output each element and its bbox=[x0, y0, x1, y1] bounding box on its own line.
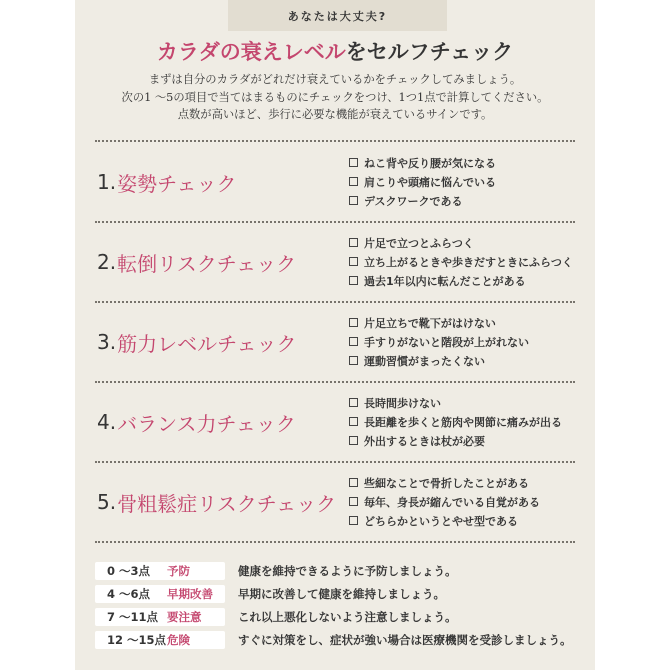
checkbox[interactable] bbox=[349, 158, 358, 167]
intro-line: 次の1 ～5の項目で当てはまるものにチェックをつけ、1つ1点で計算してください。 bbox=[121, 90, 549, 104]
score-level: 予防 bbox=[167, 564, 190, 578]
check-item-label: どちらかというとやせ型である bbox=[364, 514, 518, 528]
check-item bbox=[349, 492, 540, 511]
score-advice: これ以上悪化しないよう注意しましょう。 bbox=[238, 610, 457, 624]
section-number: 2. bbox=[97, 250, 117, 274]
check-item-label: 毎年、身長が縮んでいる自覚がある bbox=[364, 495, 540, 509]
check-section-fall-risk bbox=[75, 222, 595, 302]
check-item bbox=[349, 233, 573, 252]
checkbox[interactable] bbox=[349, 478, 358, 487]
score-row-early-improvement bbox=[75, 585, 595, 603]
section-number: 1. bbox=[97, 170, 117, 194]
check-item-list bbox=[349, 313, 529, 370]
score-level: 危険 bbox=[167, 633, 190, 647]
check-item-label: 手すりがないと階段が上がれない bbox=[364, 335, 529, 349]
intro-line: 点数が高いほど、歩行に必要な機能が衰えているサインです。 bbox=[177, 108, 493, 121]
check-item bbox=[349, 191, 496, 210]
score-pill bbox=[95, 562, 225, 580]
check-item bbox=[349, 393, 562, 412]
checkbox[interactable] bbox=[349, 497, 358, 506]
checkbox[interactable] bbox=[349, 177, 358, 186]
check-section-posture bbox=[75, 142, 595, 222]
score-advice: 健康を維持できるように予防しましょう。 bbox=[238, 564, 457, 578]
checkbox[interactable] bbox=[349, 356, 358, 365]
checkbox[interactable] bbox=[349, 417, 358, 426]
score-advice: 早期に改善して健康を維持しましょう。 bbox=[238, 587, 445, 601]
score-pill bbox=[95, 608, 225, 626]
check-item bbox=[349, 271, 573, 290]
section-title-text: 姿勢チェック bbox=[117, 171, 237, 196]
check-item-label: 肩こりや頭痛に悩んでいる bbox=[364, 175, 496, 189]
check-section-balance bbox=[75, 382, 595, 462]
check-item-label: 些細なことで骨折したことがある bbox=[364, 476, 529, 490]
check-item-label: 外出するときは杖が必要 bbox=[364, 434, 485, 448]
score-row-prevention bbox=[75, 562, 595, 580]
checkbox[interactable] bbox=[349, 436, 358, 445]
header-tab: あなたは大丈夫? bbox=[228, 0, 447, 31]
check-item bbox=[349, 153, 496, 172]
checkbox[interactable] bbox=[349, 318, 358, 327]
check-item-label: 片足で立つとふらつく bbox=[364, 236, 474, 250]
score-range: 7 ～11点 bbox=[107, 610, 159, 624]
check-item bbox=[349, 511, 540, 530]
score-row-caution bbox=[75, 608, 595, 626]
check-item-label: 運動習慣がまったくない bbox=[364, 354, 485, 368]
checkbox[interactable] bbox=[349, 238, 358, 247]
checkbox[interactable] bbox=[349, 398, 358, 407]
title-rest: をセルフチェック bbox=[345, 40, 514, 64]
check-item-label: ねこ背や反り腰が気になる bbox=[364, 156, 496, 170]
check-item-list bbox=[349, 153, 496, 210]
section-number: 3. bbox=[97, 330, 117, 354]
check-item bbox=[349, 332, 529, 351]
score-range: 4 ～6点 bbox=[107, 587, 151, 601]
check-item bbox=[349, 431, 562, 450]
check-section-osteoporosis bbox=[75, 462, 595, 542]
score-pill bbox=[95, 585, 225, 603]
check-item-label: 過去1年以内に転んだことがある bbox=[364, 274, 526, 288]
section-title-text: バランス力チェック bbox=[117, 411, 296, 436]
check-item bbox=[349, 473, 540, 492]
section-number: 5. bbox=[97, 490, 117, 514]
check-card bbox=[75, 0, 595, 670]
section-title bbox=[97, 382, 296, 462]
section-title bbox=[97, 302, 297, 382]
checkbox[interactable] bbox=[349, 276, 358, 285]
check-item-list bbox=[349, 393, 562, 450]
check-item bbox=[349, 172, 496, 191]
score-pill bbox=[95, 631, 225, 649]
checkbox[interactable] bbox=[349, 257, 358, 266]
check-item-list bbox=[349, 233, 573, 290]
check-item-list bbox=[349, 473, 540, 530]
section-title bbox=[97, 462, 336, 542]
score-level: 早期改善 bbox=[167, 587, 213, 601]
check-item bbox=[349, 412, 562, 431]
checkbox[interactable] bbox=[349, 196, 358, 205]
score-advice: すぐに対策をし、症状が強い場合は医療機関を受診しましょう。 bbox=[238, 633, 572, 647]
check-item bbox=[349, 252, 573, 271]
score-level: 要注意 bbox=[167, 610, 202, 624]
section-title bbox=[97, 222, 296, 302]
check-item-label: デスクワークである bbox=[364, 194, 463, 208]
check-item-label: 立ち上がるときや歩きだすときにふらつく bbox=[364, 255, 573, 269]
check-section-muscle-strength bbox=[75, 302, 595, 382]
score-range: 12 ～15点 bbox=[107, 633, 167, 647]
title-highlight: カラダの衰えレベル bbox=[156, 40, 346, 64]
section-title-text: 転倒リスクチェック bbox=[117, 251, 297, 276]
check-item-label: 長時間歩けない bbox=[364, 396, 441, 410]
check-item-label: 片足立ちで靴下がはけない bbox=[364, 316, 496, 330]
intro-text bbox=[75, 71, 595, 124]
check-item-label: 長距離を歩くと筋肉や関節に痛みが出る bbox=[364, 415, 562, 429]
section-title-text: 骨粗鬆症リスクチェック bbox=[117, 491, 337, 516]
section-title bbox=[97, 142, 237, 222]
checkbox[interactable] bbox=[349, 516, 358, 525]
section-title-text: 筋力レベルチェック bbox=[117, 331, 297, 356]
checkbox[interactable] bbox=[349, 337, 358, 346]
intro-line: まずは自分のカラダがどれだけ衰えているかをチェックしてみましょう。 bbox=[148, 73, 522, 86]
page-title bbox=[75, 40, 595, 64]
score-row-danger bbox=[75, 631, 595, 649]
check-item bbox=[349, 313, 529, 332]
score-range: 0 ～3点 bbox=[107, 564, 151, 578]
section-number: 4. bbox=[97, 410, 117, 434]
check-item bbox=[349, 351, 529, 370]
